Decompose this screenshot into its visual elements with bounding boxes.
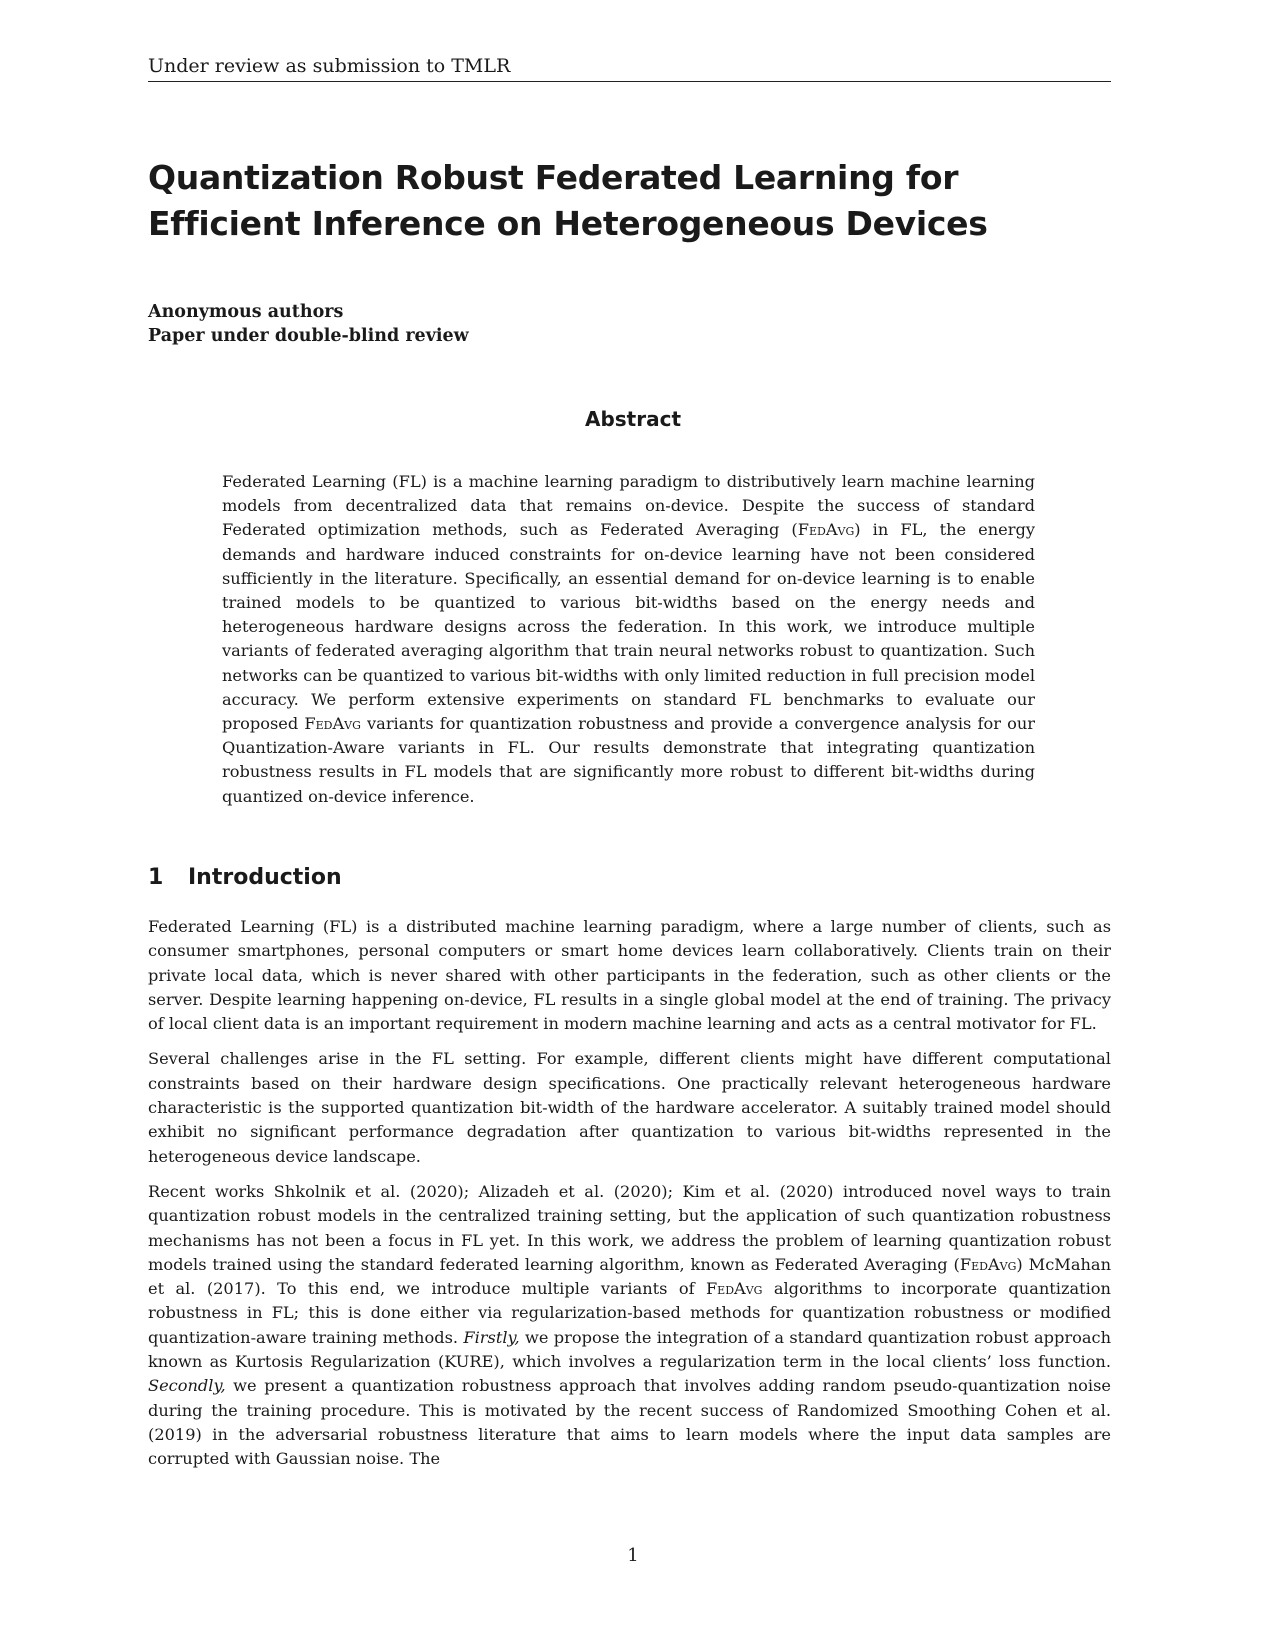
author-block: [148, 300, 469, 348]
emphasis: Secondly,: [148, 1376, 226, 1396]
section-number: 1: [148, 865, 164, 890]
paragraph-part: algorithms to incorporate quantization robustness in FL; this is done either via regularization-based methods for quantization robustness or modified quantization-aware training methods.: [148, 1279, 1111, 1347]
review-note: Paper under double-blind review: [148, 326, 469, 346]
paper-title: Quantization Robust Federated Learning for Efficient Inference on Heterogeneous Devices: [148, 158, 988, 243]
paragraph: [148, 1180, 1111, 1472]
abstract-text: [222, 470, 1035, 809]
paragraph: Federated Learning (FL) is a distributed machine learning paradigm, where a large number of clients, such as consumer smartphones, personal computers or smart home devices learn collaboratively. Clients train on their private local data, which is never shared with other participants in the federation, such as other clients or the server. Despite learning happening on-device, FL results in a single global model at the end of training. The privacy of local client data is an important requirement in modern machine learning and acts as a central motivator for FL.: [148, 917, 1111, 1034]
method-name: FedAvg: [304, 714, 361, 734]
section-heading-introduction: [148, 864, 342, 892]
section-title: Introduction: [188, 865, 342, 890]
abstract-text-part: variants for quantization robustness and provide a convergence analysis for our Quantization-Aware variants in FL. Our results demonstrate that integrating quantization robustness results in FL models that are significantly more robust to different bit-widths during quantized on-device inference.: [222, 714, 1035, 806]
page-number: 1: [627, 1545, 639, 1566]
abstract-text-part: ) in FL, the energy demands and hardware induced constraints for on-device learning have not been considered sufficiently in the literature. Specifically, an essential demand for on-device learning is to enable trained models to be quantized to various bit-widths based on the energy needs and heterogeneous hardware designs across the federation. In this work, we introduce multiple variants of federated averaging algorithm that train neural networks robust to quantization. Such networks can be quantized to various bit-widths with only limited reduction in full precision model accuracy. We perform extensive experiments on standard FL benchmarks to evaluate our proposed: [222, 520, 1035, 734]
abstract-heading: Abstract: [584, 407, 682, 431]
abstract-text-part: Federated Learning (FL) is a machine learning paradigm to distributively learn machine learning models from decentralized data that remains on-device. Despite the success of standard Federated optimization methods, such as Federated Averaging (: [222, 472, 1035, 540]
paragraph-part: Recent works Shkolnik et al. (2020); Alizadeh et al. (2020); Kim et al. (2020) introduced novel ways to train quantization robust models in the centralized training setting, but the application of such quantization robustness mechanisms has not been a focus in FL yet. In this work, we address the problem of learning quantization robust models trained using the standard federated learning algorithm, known as Federated Averaging (: [148, 1181, 1111, 1274]
paragraph-part: ) McMahan et al. (2017). To this end, we introduce multiple variants of: [148, 1254, 1111, 1299]
paragraph: Several challenges arise in the FL setting. For example, different clients might have different computational constraints based on their hardware design specifications. One practically relevant heterogeneous hardware characteristic is the supported quantization bit-width of the hardware accelerator. A suitably trained model should exhibit no significant performance degradation after quantization to various bit-widths represented in the heterogeneous device landscape.: [148, 1049, 1111, 1166]
author-name: Anonymous authors: [148, 302, 344, 322]
introduction-body: [148, 915, 1111, 1483]
paragraph-part: we present a quantization robustness approach that involves adding random pseudo-quantization noise during the training procedure. This is motivated by the recent success of Randomized Smoothing Cohen et al. (2019) in the adversarial robustness literature that aims to learn models where the input data samples are corrupted with Gaussian noise. The: [148, 1376, 1111, 1469]
method-name: FedAvg: [797, 520, 855, 540]
paragraph-part: we propose the integration of a standard quantization robust approach known as Kurtosis Regularization (KURE), which involves a regularization term in the local clients’ loss function.: [148, 1327, 1111, 1372]
running-head: Under review as submission to TMLR: [148, 54, 1111, 82]
method-name: FedAvg: [959, 1254, 1017, 1274]
emphasis: Firstly,: [463, 1327, 520, 1347]
method-name: FedAvg: [705, 1279, 763, 1299]
